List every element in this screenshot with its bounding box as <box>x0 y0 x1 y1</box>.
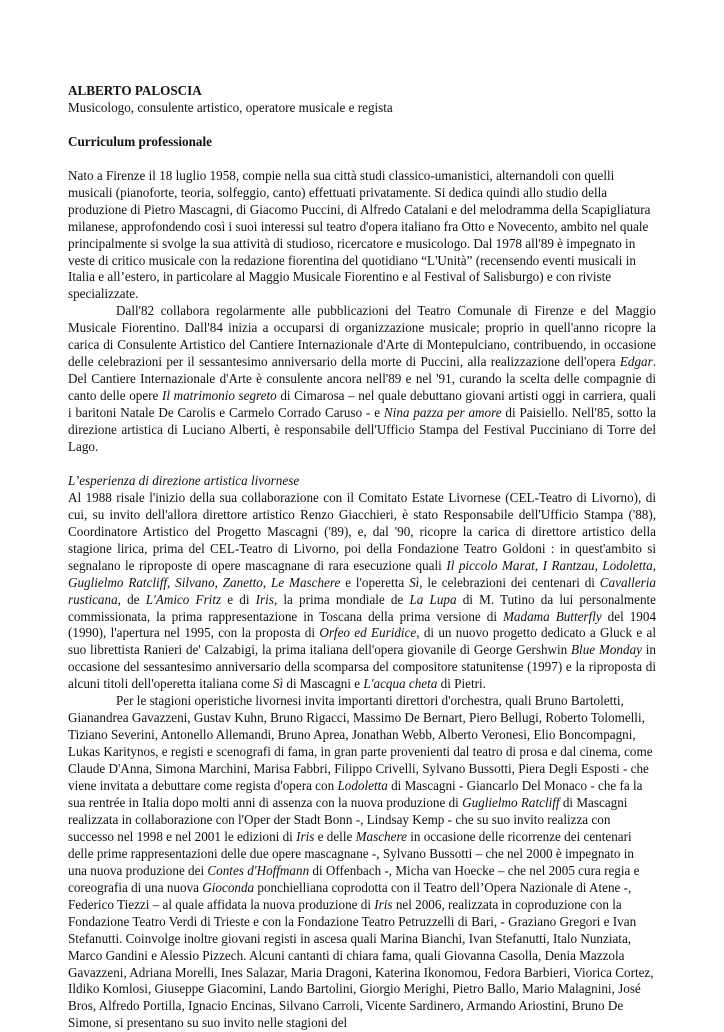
body-text: di Mascagni realizzata in collaborazione con l'Oper der Stadt Bonn -, Lindsay Kemp - che su suo invito realizza con successo nel 1998 e nel 2001 le edizioni di <box>68 794 628 844</box>
body-text: in occasione delle ricorrenze dei centenari delle prime rappresentazioni delle due opere mascagnane -, Sylvano Bussotti – che nel 2000 è impegnato in una nuova produzione dei <box>68 828 634 878</box>
body-text: Dall'82 collabora regolarmente alle pubblicazioni del Teatro Comunale di Firenze e del Maggio Musicale Fiorentino. Dall'84 inizia a occuparsi di organizzazione musicale; proprio in quell'anno ricopre la carica di Consulente Artistico del Cantiere Internazionale d'Arte di Montepulciano, contribuendo, in occasione delle celebrazioni per il sessantesimo anniversario della morte di Puccini, alla realizzazione dell'opera <box>68 303 656 370</box>
body-text: nel 2006, realizzata in coproduzione con la Fondazione Teatro Verdi di Trieste e con la Fondazione Teatro Petruzzelli di Bari, - Graziano Gregori e Ivan Stefanutti. Coinvolge inoltre giovani registi in ascesa quali Marina Bianchi, Ivan Stefanutti, Italo Nunziata, Marco Gandini e Alessio Pizzech. Alcuni cantanti di chiara fama, quali Giovanna Casolla, Denia Mazzola Gavazzeni, Adriana Morelli, Ines Salazar, Maria Dragoni, Katerina Ikonomou, Fedora Barbieri, Viorica Cortez, Ildiko Komlosi, Giuseppe Giacomini, Lando Bartolini, Giorgio Merighi, Pietro Ballo, Mario Malagnini, José Bros, Alfredo Portilla, Ignacio Encinas, Silvano Carroli, Vicente Sardinero, Armando Ariostini, Bruno De Simone, si presentano su suo invito nelle stagioni del <box>68 896 654 1031</box>
body-text: e di <box>221 591 256 607</box>
italic-title-text: Iris <box>374 896 393 912</box>
author-name: ALBERTO PALOSCIA <box>68 83 202 98</box>
author-subtitle: Musicologo, consulente artistico, operatore musicale e regista <box>68 99 393 115</box>
italic-title-text: Zanetto <box>222 574 263 590</box>
italic-title-text: L'Amico Fritz <box>145 591 222 607</box>
body-text: , <box>652 557 657 573</box>
italic-title-text: Edgar <box>619 354 653 370</box>
body-text: del 1904 (1990), l'apertura nel 1995, con la proposta di <box>68 608 657 641</box>
italic-title-text: Lodoletta <box>337 778 388 794</box>
italic-title-text: Lodoletta <box>602 557 653 573</box>
body-text: Nato a Firenze il 18 luglio 1958, compie nella sua città studi classico-umanistici, alternandoli con quelli musicali (pianoforte, teoria, solfeggio, canto) effettuati privatamente. Si dedica quindi allo studio della produzione di Pietro Mascagni, di Giacomo Puccini, di Alfredo Catalani e del melodramma della Scapigliatura milanese, approfondendo così i suoi interessi sul teatro d'opera italiano fra Otto e Novecento, ambito nel quale principalmente si svolge la sua attività di studioso, ricercatore e musicologo. Dal 1978 all'89 è impegnato in veste di critico musicale con la redazione fiorentina del quotidiano “L'Unità” (recensendo eventi musicali in Italia e all’estero, in particolare al Maggio Musicale Fiorentino e al Festival of Salisburgo) e con riviste specializzate. <box>68 167 651 302</box>
section-heading: Curriculum professionale <box>68 133 212 149</box>
italic-title-text: Orfeo ed Euridice <box>319 625 417 641</box>
body-text: di Mascagni - Giancarlo Del Monaco - che fa la sua rentrée in Italia dopo molti anni di assenza con la nuova produzione di <box>68 778 643 810</box>
body-text: Per le stagioni operistiche livornesi invita importanti direttori d'orchestra, quali Bruno Bartoletti, Gianandrea Gavazzeni, Gustav Kuhn, Bruno Rigacci, Massimo De Bernart, Piero Bellugi, Roberto Tolomelli, Tiziano Severini, Antonello Allemandi, Bruno Aprea, Jonathan Webb, Alberto Veronesi, Elio Boncompagni, Lukas Karitynos, e registi e scenografi di fama, in gran parte provenienti dal teatro di prosa e dal cinema, come Claude D'Anna, Simona Marchini, Marisa Fabbri, Filippo Crivelli, Sylvano Bussotti, Piera Degli Esposti - che viene invitata a debuttare come regista d'opera con <box>68 693 653 794</box>
italic-title-text: Sì <box>272 676 284 692</box>
spacer <box>68 117 656 134</box>
body-text: , <box>594 557 603 573</box>
italic-title-text: Blue Monday <box>571 642 642 658</box>
spacer <box>68 151 656 168</box>
body-text: , <box>534 557 543 573</box>
body-text: , <box>167 574 176 590</box>
body-text: e delle <box>314 828 356 844</box>
body-text: , <box>262 574 272 590</box>
italic-title-text: I Rantzau <box>542 557 595 573</box>
body-text: in occasione del sessantesimo anniversario della scomparsa del compositore statunitense (1997) e la riproposta di alcuni titoli dell'operetta italiana come <box>68 642 656 692</box>
italic-title-text: Il matrimonio segreto <box>161 388 277 404</box>
paragraph-career <box>68 303 656 456</box>
body-text: , <box>214 574 223 590</box>
italic-title-text: Contes d'Hoffmann <box>207 862 310 878</box>
body-text: , la prima mondiale de <box>273 591 410 607</box>
italic-title-text: Iris <box>296 828 315 844</box>
body-text: di Pietri. <box>437 676 486 692</box>
body-text: , di un nuovo progetto dedicato a Gluck e al suo librettista Ranieri de' Calzabigi, la prima italiana dell'opera giovanile di George Gershwin <box>68 625 656 658</box>
italic-title-text: Nina pazza per amore <box>383 405 502 421</box>
body-text: e l'operetta <box>340 574 410 590</box>
subsection-title: L’esperienza di direzione artistica livornese <box>68 472 300 488</box>
italic-title-text: L'acqua cheta <box>363 676 438 692</box>
body-text: di Cimarosa – nel quale debuttano giovani artisti oggi in carriera, quali i baritoni Natale De Carolis e Carmelo Corrado Caruso - e <box>68 388 657 421</box>
italic-title-text: Sì <box>409 574 420 590</box>
paragraph-livorno <box>68 490 656 693</box>
body-text: , de <box>117 591 146 607</box>
body-text: ponchielliana coprodotta con il Teatro dell’Opera Nazionale di Atene -, Federico Tiezzi – al quale affidata la nuova produzione di <box>68 879 632 912</box>
italic-title-text: Le Maschere <box>271 574 341 590</box>
body-text: di Offenbach -, Micha van Hoecke – che nel 2005 cura regia e coreografia di una nuova <box>68 862 640 895</box>
italic-title-text: Il piccolo Marat <box>446 557 535 573</box>
italic-title-text: Madama Butterfly <box>502 608 602 624</box>
paragraph-intro <box>68 168 656 304</box>
body-text: di Mascagni e <box>283 676 364 692</box>
body-text: . Del Cantiere Internazionale d'Arte è consulente ancora nell'89 e nel '91, curando la scelta delle compagnie di canto delle opere <box>68 354 656 404</box>
paragraph-directors <box>68 693 656 1032</box>
italic-title-text: Iris <box>255 591 274 607</box>
italic-title-text: Maschere <box>355 828 407 844</box>
italic-title-text: Silvano <box>175 574 215 590</box>
body-text: di M. Tutino da lui personalmente commissionata, la prima rappresentazione in Toscana della prima versione di <box>68 591 657 624</box>
body-text: di Paisiello. Nell'85, sotto la direzione artistica di Luciano Alberti, è responsabile dell'Ufficio Stampa del Festival Pucciniano di Torre del Lago. <box>68 405 656 454</box>
italic-title-text: Guglielmo Ratcliff <box>462 794 560 810</box>
spacer <box>68 456 656 473</box>
document-page <box>68 83 656 1032</box>
body-text: , le celebrazioni dei centenari di <box>419 574 600 590</box>
italic-title-text: La Lupa <box>409 591 457 607</box>
italic-title-text: Guglielmo Ratcliff <box>68 574 168 590</box>
italic-title-text: Gioconda <box>202 879 255 895</box>
body-text: Al 1988 risale l'inizio della sua collaborazione con il Comitato Estate Livornese (CEL-Teatro di Livorno), di cui, su invito dell'allora direttore artistico Renzo Giacchieri, è stato Responsabile dell'Ufficio Stampa ('88), Coordinatore Artistico del Progetto Mascagni ('89), e, dal '90, ricopre la carica di direttore artistico della stagione lirica, prima del CEL-Teatro di Livorno, poi della Fondazione Teatro Goldoni : in quest'ambito si segnalano le riproposte di opere mascagnane di rara esecuzione quali <box>68 489 656 573</box>
italic-title-text: Cavalleria rusticana <box>68 574 657 607</box>
